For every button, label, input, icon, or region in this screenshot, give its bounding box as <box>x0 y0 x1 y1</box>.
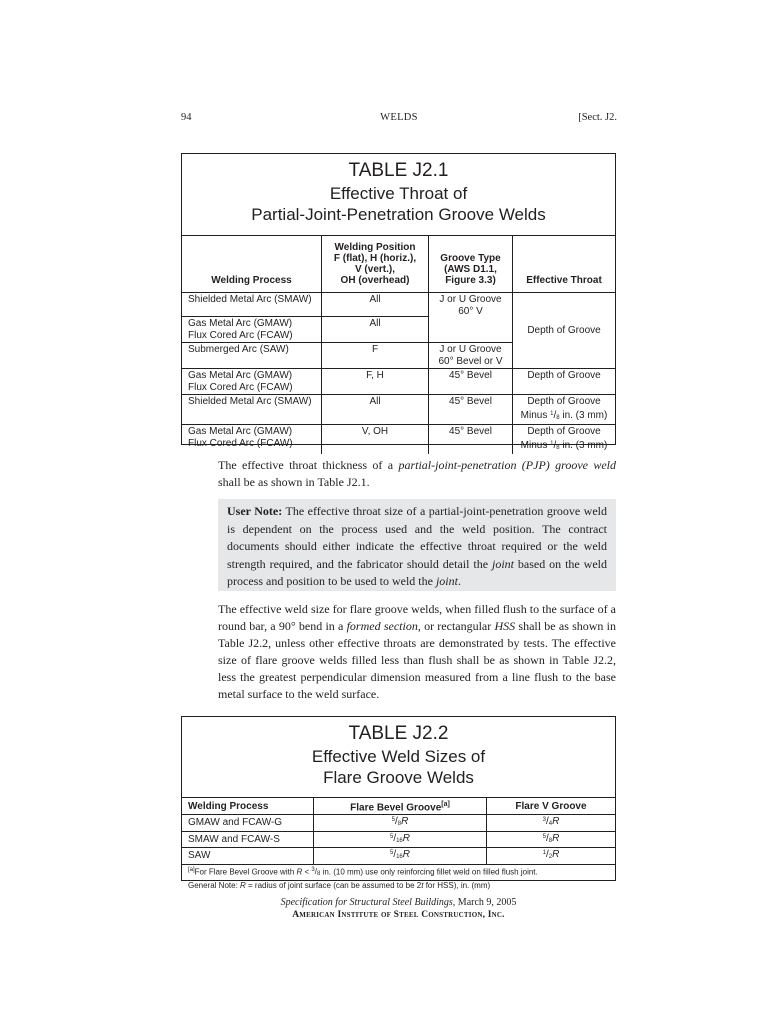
cell-effective-throat: Depth of Groove <box>513 369 616 395</box>
table-j2-1-title-line: Partial-Joint-Penetration Groove Welds <box>251 205 546 224</box>
table-j2-2-title-line: Flare Groove Welds <box>323 768 474 787</box>
table-row <box>182 831 615 848</box>
col-header-welding-process: Welding Process <box>182 236 322 293</box>
cell-groove-type: 45° Bevel <box>429 425 513 455</box>
cell-process: Gas Metal Arc (GMAW) Flux Cored Arc (FCAW) <box>188 426 293 449</box>
table-j2-1-title-line: Effective Throat of <box>329 184 468 203</box>
cell-flare-v: $^5/_8R$ <box>487 831 616 848</box>
body-paragraph: The effective weld size for flare groove welds, when filled flush to the surface of a round bar, a 90° bend in a formed section, or rectangular HSS shall be as shown in Table J2.2, unless other effective throats are demonstrated by tests. The effective size of flare groove welds filled less than flush shall be as shown in Table J2.2, less the greatest perpendicular dimension measured from a line flush to the base metal surface to the weld surface. <box>218 602 616 701</box>
general-note: General Note: <box>188 881 241 891</box>
col-header-welding-position: Welding Position F (flat), H (horiz.), V (vert.), OH (overhead) <box>322 236 429 293</box>
cell-process: Shielded Metal Arc (SMAW) <box>182 395 322 425</box>
col-header-flare-v-groove: Flare V Groove <box>487 798 616 815</box>
table-footnote-row <box>182 864 615 891</box>
glossary-term: partial-joint-penetration (PJP) groove weld <box>398 458 616 472</box>
table-j2-2-grid <box>182 798 615 891</box>
table-row <box>182 425 615 455</box>
footnote-marker: [a] <box>441 801 450 808</box>
table-row <box>182 815 615 832</box>
cell-position: V, OH <box>322 425 429 455</box>
table-footnote: [a]For Flare Bevel Groove with $R < ^3/_8$ in. (10 mm) use only reinforcing fillet weld on filled flush joint. General Note: R = radius of joint surface (can be assumed to be 2t for HSS), in. (mm) <box>188 866 538 891</box>
user-note-box: User Note: The effective throat size of a partial-joint-penetration groove weld is dependent on the process used and the weld position. The contract documents should either indicate the effective throat required or the weld strength required, and the fabricator should detail the joint based on the weld process and position to be used to weld the joint. <box>218 499 616 591</box>
cell-process: Gas Metal Arc (GMAW) Flux Cored Arc (FCAW) <box>182 317 322 343</box>
page-number: 94 <box>181 112 192 123</box>
cell-flare-v: $^1/_2R$ <box>487 848 616 865</box>
table-row <box>182 293 615 317</box>
cell-position: All <box>322 317 429 343</box>
glossary-term: HSS <box>494 619 516 633</box>
table-j2-2 <box>181 716 616 891</box>
cell-process: GMAW and FCAW-G <box>182 815 314 832</box>
cell-process: Gas Metal Arc (GMAW) Flux Cored Arc (FCAW) <box>182 369 322 395</box>
table-j2-2-caption <box>182 717 615 798</box>
table-row <box>182 848 615 865</box>
cell-process: Shielded Metal Arc (SMAW) <box>182 293 322 317</box>
user-note-label: User Note: <box>227 504 283 518</box>
col-header-welding-process: Welding Process <box>182 798 314 815</box>
cell-flare-bevel: $^5/_{16}R$ <box>314 831 487 848</box>
table-row <box>182 369 615 395</box>
section-reference: [Sect. J2. <box>578 112 617 123</box>
cell-groove-type: 45° Bevel <box>429 395 513 425</box>
col-header-flare-bevel-groove: Flare Bevel Groove[a] <box>314 798 487 815</box>
table-j2-1 <box>181 153 616 451</box>
cell-effective-throat: Depth of Groove Minus $^1/_8$ in. (3 mm) <box>513 395 616 425</box>
footer-spec-line: Specification for Structural Steel Buildings, March 9, 2005 <box>280 897 517 908</box>
col-header-effective-throat: Effective Throat <box>513 236 616 293</box>
table-j2-1-number: TABLE J2.1 <box>348 160 449 181</box>
body-paragraph: The effective throat thickness of a partial-joint-penetration (PJP) groove weld shall be as shown in Table J2.1. <box>218 458 616 489</box>
table-row <box>182 395 615 425</box>
table-j2-2-title-line: Effective Weld Sizes of <box>311 747 486 766</box>
cell-position: F <box>322 343 429 369</box>
table-j2-1-caption <box>182 154 615 236</box>
cell-flare-bevel: $^5/_{16}R$ <box>314 848 487 865</box>
cell-groove-type: J or U Groove 60° Bevel or V <box>429 343 513 369</box>
cell-position: All <box>322 293 429 317</box>
glossary-term: joint <box>491 556 514 571</box>
cell-process: Submerged Arc (SAW) <box>182 343 322 369</box>
footer-publisher: American Institute of Steel Construction, Inc. <box>292 910 505 920</box>
running-header <box>181 112 617 126</box>
cell-position: All <box>322 395 429 425</box>
table-header-row <box>182 798 615 815</box>
glossary-term: joint <box>435 574 458 589</box>
cell-process: SAW <box>182 848 314 865</box>
table-header-row <box>182 236 615 293</box>
col-header-groove-type: Groove Type (AWS D1.1, Figure 3.3) <box>429 236 513 293</box>
cell-groove-type: 45° Bevel <box>429 369 513 395</box>
cell-flare-v: $^3/_4R$ <box>487 815 616 832</box>
table-j2-1-grid <box>182 236 615 454</box>
cell-flare-bevel: $^5/_8R$ <box>314 815 487 832</box>
cell-position: F, H <box>322 369 429 395</box>
section-title: WELDS <box>380 112 418 123</box>
cell-effective-throat: Depth of Groove <box>513 293 616 369</box>
table-j2-2-number: TABLE J2.2 <box>348 723 449 744</box>
cell-groove-type: J or U Groove 60° V <box>429 293 513 343</box>
cell-process: SMAW and FCAW-S <box>182 831 314 848</box>
cell-effective-throat: Depth of Groove Minus $^1/_8$ in. (3 mm) <box>513 425 616 455</box>
glossary-term: formed section <box>346 619 418 633</box>
